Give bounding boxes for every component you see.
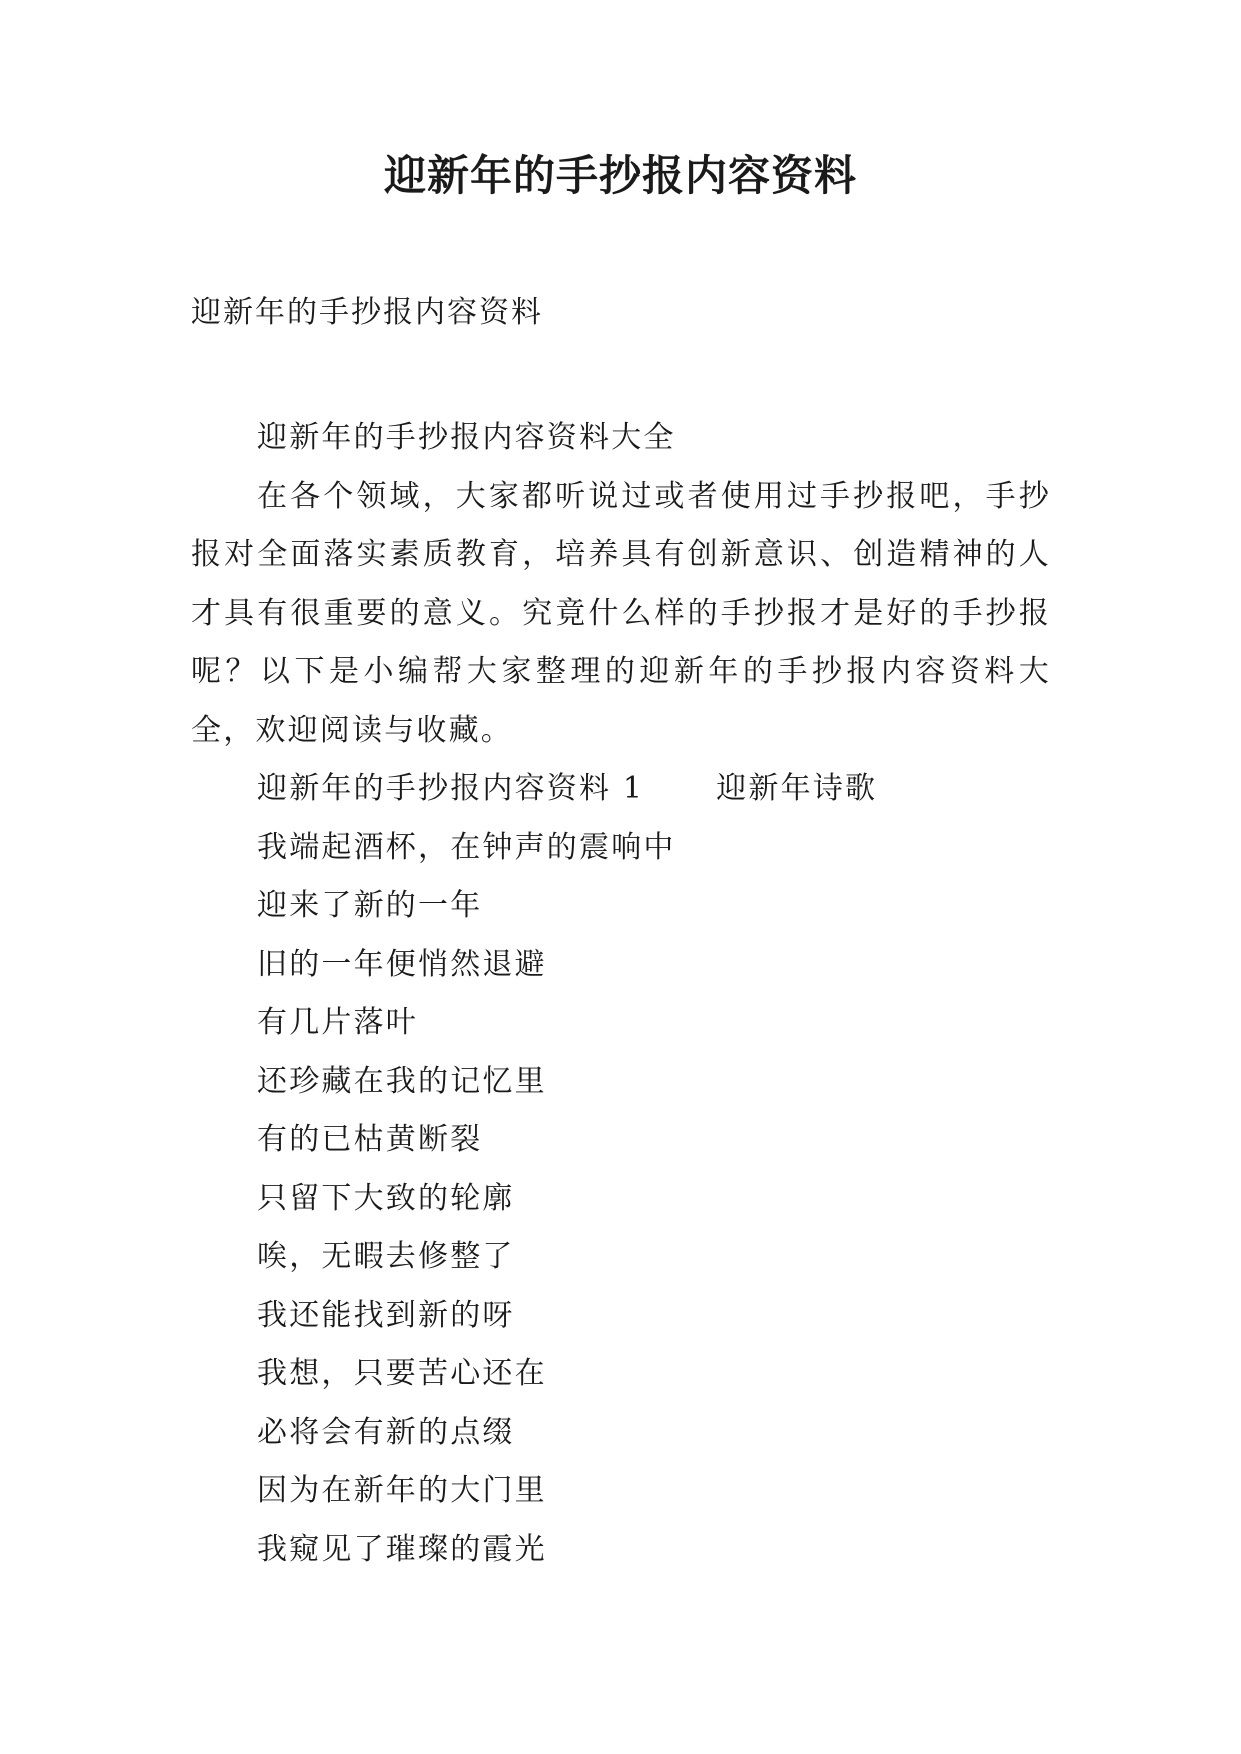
- poem-line: 还珍藏在我的记忆里: [257, 1063, 547, 1099]
- poem-line: 我端起酒杯，在钟声的震响中: [257, 829, 676, 865]
- poem-line: 因为在新年的大门里: [257, 1473, 547, 1508]
- poem-line: 我还能找到新的呀: [257, 1297, 515, 1333]
- poem-line: 我想，只要苦心还在: [257, 1356, 547, 1391]
- poem-line: 我窥见了璀璨的霞光: [257, 1531, 547, 1567]
- poem-line: 只留下大致的轮廓: [257, 1180, 515, 1216]
- document-subtitle: 迎新年的手抄报内容资料: [191, 295, 543, 330]
- poem-line: 有的已枯黄断裂: [257, 1122, 483, 1157]
- poem-line: 旧的一年便悄然退避: [257, 946, 547, 982]
- poem-line: 唉，无暇去修整了: [257, 1239, 515, 1274]
- poem-line: 必将会有新的点缀: [257, 1414, 515, 1450]
- poem-line: 迎来了新的一年: [257, 888, 483, 923]
- document-body: [191, 409, 1051, 1579]
- poem-line: 有几片落叶: [257, 1005, 418, 1040]
- intro-paragraph: 在各个领域，大家都听说过或者使用过手抄报吧，手抄报对全面落实素质教育，培养具有创新意识、创造精神的人才具有很重要的意义。究竟什么样的手抄报才是好的手抄报呢？以下是小编帮大家整理的迎新年的手抄报内容资料大全，欢迎阅读与收藏。: [191, 478, 1051, 748]
- body-heading: 迎新年的手抄报内容资料大全: [257, 420, 676, 455]
- document-title: 迎新年的手抄报内容资料: [383, 151, 857, 200]
- section-title: 迎新年诗歌: [716, 771, 878, 806]
- section-label: 迎新年的手抄报内容资料 1: [257, 771, 645, 806]
- section-heading: [191, 760, 1051, 819]
